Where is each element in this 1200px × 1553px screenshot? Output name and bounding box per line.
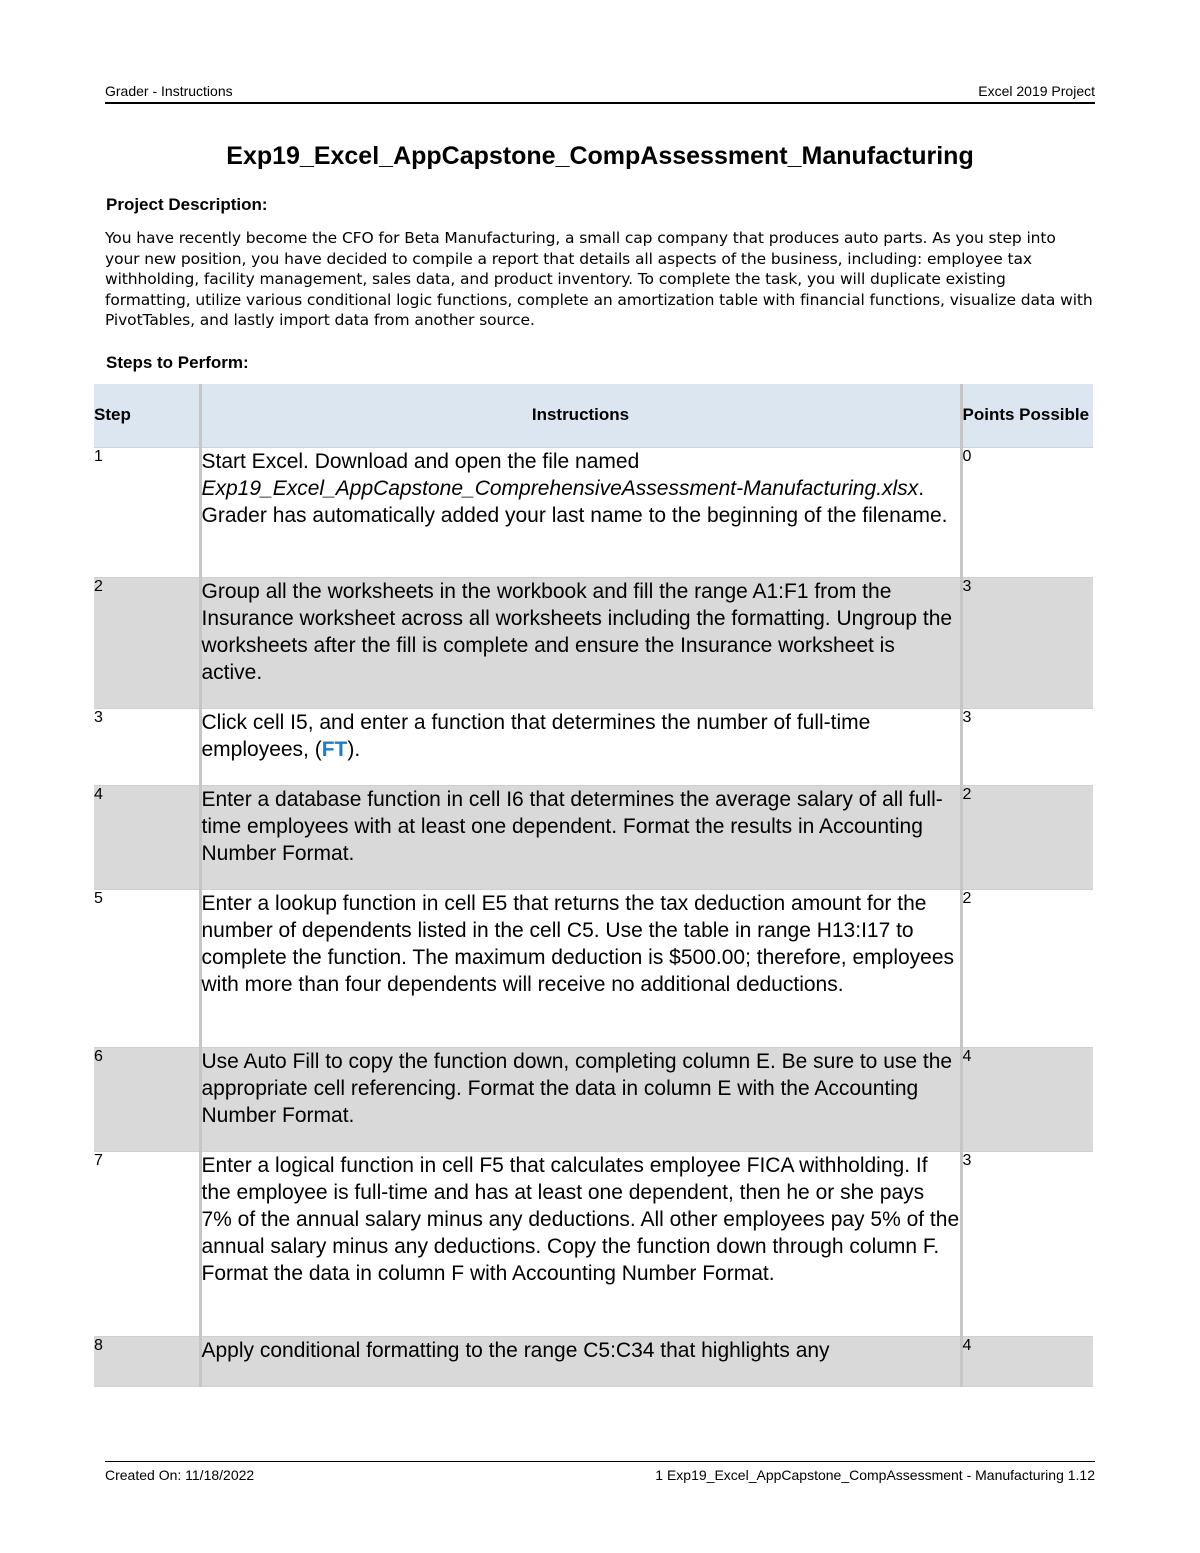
instruction-text: Click cell I5, and enter a function that determines the number of full-time employees, ( (201, 710, 871, 761)
step-points: 3 (962, 577, 972, 595)
project-description-text: You have recently become the CFO for Beta Manufacturing, a small cap company that produces auto parts. As you step into your new position, you have decided to compile a report that details all aspects of the business, including: employee tax withholding, facility management, sales data, and product inventory. To complete the task, you will duplicate existing formatting, utilize various conditional logic functions, complete an amortization table with financial functions, visualize data with PivotTables, and lastly import data from another source. (105, 229, 1093, 329)
steps-label: Steps to Perform: (106, 353, 249, 372)
step-instructions: Group all the worksheets in the workbook and fill the range A1:F1 from the Insurance worksheet across all worksheets including the formatting. Ungroup the worksheets after the fill is complete and ensure the Insurance worksheet is active. (200, 577, 961, 708)
header-instructions: Instructions (200, 384, 961, 447)
step-number: 2 (94, 577, 200, 708)
step-number: 7 (94, 1151, 200, 1336)
step-instructions: Enter a logical function in cell F5 that calculates employee FICA withholding. If the employee is full-time and has at least one dependent, then he or she pays 7% of the annual salary minus any deductions. All other employees pay 5% of the annual salary minus any deductions. Copy the function down through column F. Format the data in column F with Accounting Number Format. (200, 1151, 961, 1336)
step-number: 1 (94, 447, 200, 577)
table-row (94, 889, 1093, 1047)
step-points: 2 (962, 889, 972, 907)
table-row (94, 577, 1093, 708)
step-points: 2 (962, 785, 972, 803)
step-instructions (200, 708, 961, 785)
step-points: 3 (962, 708, 972, 726)
step-number: 4 (94, 785, 200, 889)
instruction-text: Start Excel. Download and open the file named (201, 449, 640, 473)
step-instructions: Enter a lookup function in cell E5 that returns the tax deduction amount for the number of dependents listed in the cell C5. Use the table in range H13:I17 to complete the function. The maximum deduction is $500.00; therefore, employees with more than four dependents will receive no additional deductions. (200, 889, 961, 1047)
table-row (94, 785, 1093, 889)
table-row (94, 1336, 1093, 1386)
step-number: 8 (94, 1336, 200, 1386)
page-footer (105, 1461, 1095, 1486)
header-points-possible: Points Possible (961, 384, 1093, 447)
step-points: 3 (962, 1151, 972, 1169)
table-row (94, 708, 1093, 785)
footer-created-on: Created On: 11/18/2022 (105, 1467, 255, 1483)
header-left-text: Grader - Instructions (105, 83, 233, 99)
step-instructions (200, 447, 961, 577)
table-header-row (94, 384, 1093, 447)
step-instructions: Use Auto Fill to copy the function down, completing column E. Be sure to use the appropriate cell referencing. Format the data in column E with the Accounting Number Format. (200, 1047, 961, 1151)
step-points: 0 (962, 447, 972, 465)
step-number: 6 (94, 1047, 200, 1151)
steps-table (94, 384, 1093, 1387)
file-name: Exp19_Excel_AppCapstone_ComprehensiveAssessment-Manufacturing.xlsx (201, 476, 919, 500)
step-points: 4 (962, 1047, 972, 1065)
table-row (94, 1047, 1093, 1151)
instruction-text: ). (347, 737, 361, 761)
header-right-text: Excel 2019 Project (978, 83, 1095, 99)
step-instructions: Enter a database function in cell I6 that determines the average salary of all full-time employees with at least one dependent. Format the results in Accounting Number Format. (200, 785, 961, 889)
project-description-label: Project Description: (106, 195, 268, 214)
step-number: 3 (94, 708, 200, 785)
page-header (105, 82, 1095, 104)
step-instructions: Apply conditional formatting to the range C5:C34 that highlights any (200, 1336, 961, 1386)
table-row (94, 1151, 1093, 1336)
header-step: Step (94, 384, 200, 447)
table-row (94, 447, 1093, 577)
ft-code: FT (321, 737, 348, 761)
page-title: Exp19_Excel_AppCapstone_CompAssessment_Manufacturing (226, 142, 974, 170)
footer-document-id: 1 Exp19_Excel_AppCapstone_CompAssessment - Manufacturing 1.12 (655, 1467, 1095, 1483)
instruction-text: . Grader has automatically added your last name to the beginning of the filename. (201, 476, 948, 527)
step-points: 4 (962, 1336, 972, 1354)
step-number: 5 (94, 889, 200, 1047)
